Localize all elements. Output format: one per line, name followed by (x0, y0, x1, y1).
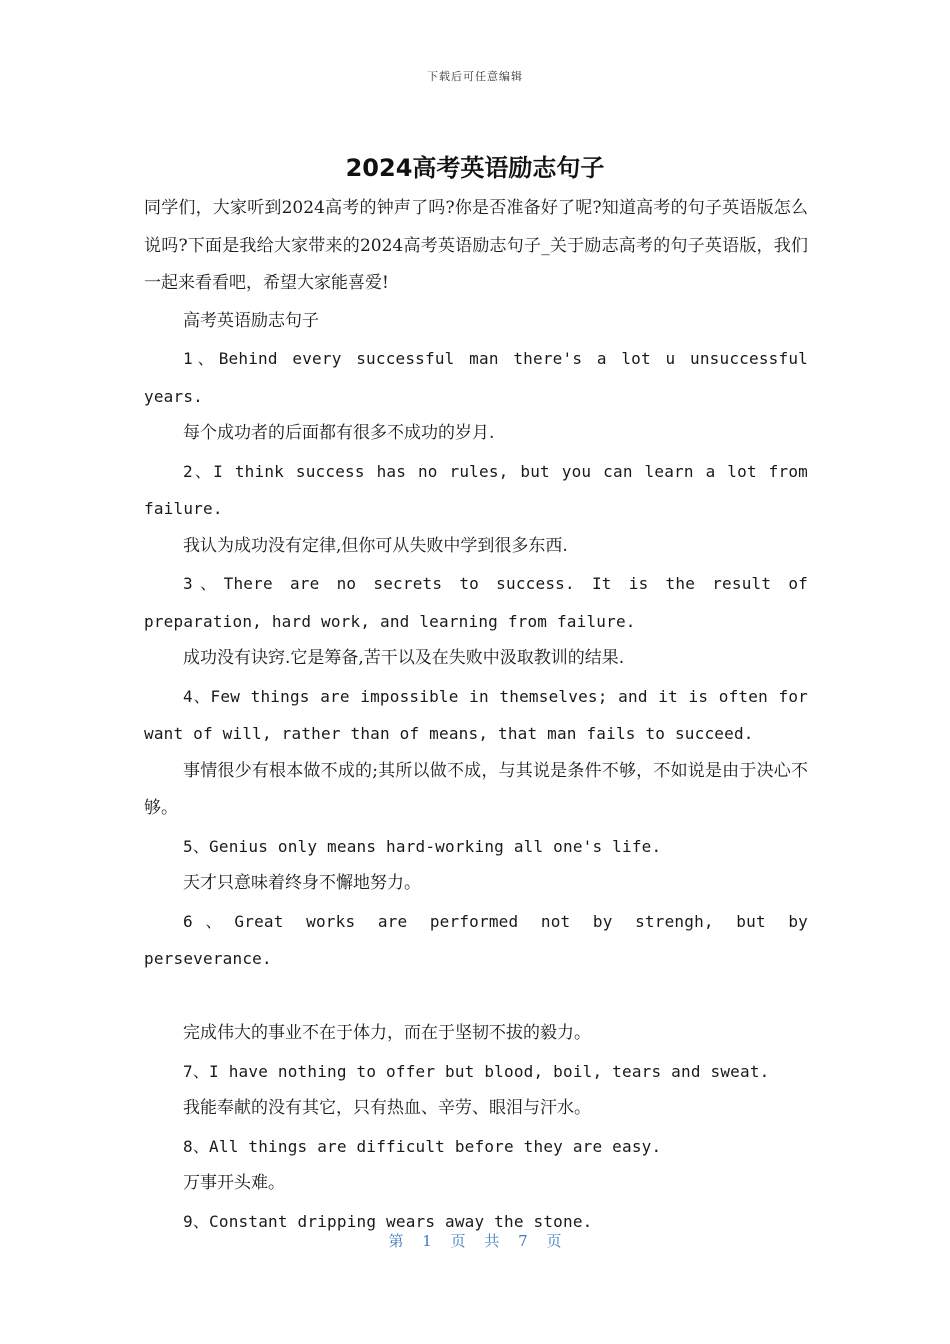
quote-zh-4: 事情很少有根本做不成的;其所以做不成，与其说是条件不够，不如说是由于决心不够。 (144, 760, 808, 818)
quote-en-7: 7、I have nothing to offer but blood, boil, tears and sweat. (183, 1061, 770, 1081)
page-header-note: 下载后可任意编辑 (427, 70, 523, 83)
quote-en-5: 5、Genius only means hard-working all one's life. (183, 836, 662, 856)
document-body (144, 190, 808, 1240)
quote-en-4: 4、Few things are impossible in themselves; and it is often for want of will, rather than of means, that man fails to succeed. (144, 686, 808, 743)
quote-en-2: 2、I think success has no rules, but you can learn a lot from failure. (144, 461, 808, 518)
intro-paragraph: 同学们，大家听到2024高考的钟声了吗?你是否准备好了呢?知道高考的句子英语版怎么说吗?下面是我给大家带来的2024高考英语励志句子_关于励志高考的句子英语版，我们一起来看看吧，希望大家能喜爱! (144, 198, 808, 293)
section-heading: 高考英语励志句子 (183, 310, 319, 331)
quote-zh-3: 成功没有诀窍.它是筹备,苦干以及在失败中汲取教训的结果. (183, 648, 625, 668)
page-number-footer: 第 1 页 共 7 页 (388, 1232, 562, 1250)
quote-zh-8: 万事开头难。 (183, 1173, 285, 1193)
quote-zh-5: 天才只意味着终身不懈地努力。 (183, 873, 421, 893)
blank-line (144, 978, 808, 1016)
quote-zh-7: 我能奉献的没有其它，只有热血、辛劳、眼泪与汗水。 (183, 1098, 591, 1118)
quote-zh-6: 完成伟大的事业不在于体力，而在于坚韧不拔的毅力。 (183, 1023, 591, 1043)
document-title: 2024高考英语励志句子 (345, 154, 605, 182)
quote-zh-1: 每个成功者的后面都有很多不成功的岁月. (183, 423, 495, 443)
quote-en-6: 6、Great works are performed not by strengh, but by perseverance. (144, 911, 808, 968)
quote-en-9: 9、Constant dripping wears away the stone. (183, 1211, 593, 1231)
quote-en-3: 3、There are no secrets to success. It is the result of preparation, hard work, and learning from failure. (144, 574, 808, 631)
quote-zh-2: 我认为成功没有定律,但你可从失败中学到很多东西. (183, 535, 568, 556)
quote-en-1: 1、Behind every successful man there's a lot u unsuccessful years. (144, 349, 808, 406)
quote-en-8: 8、All things are difficult before they are easy. (183, 1136, 662, 1156)
